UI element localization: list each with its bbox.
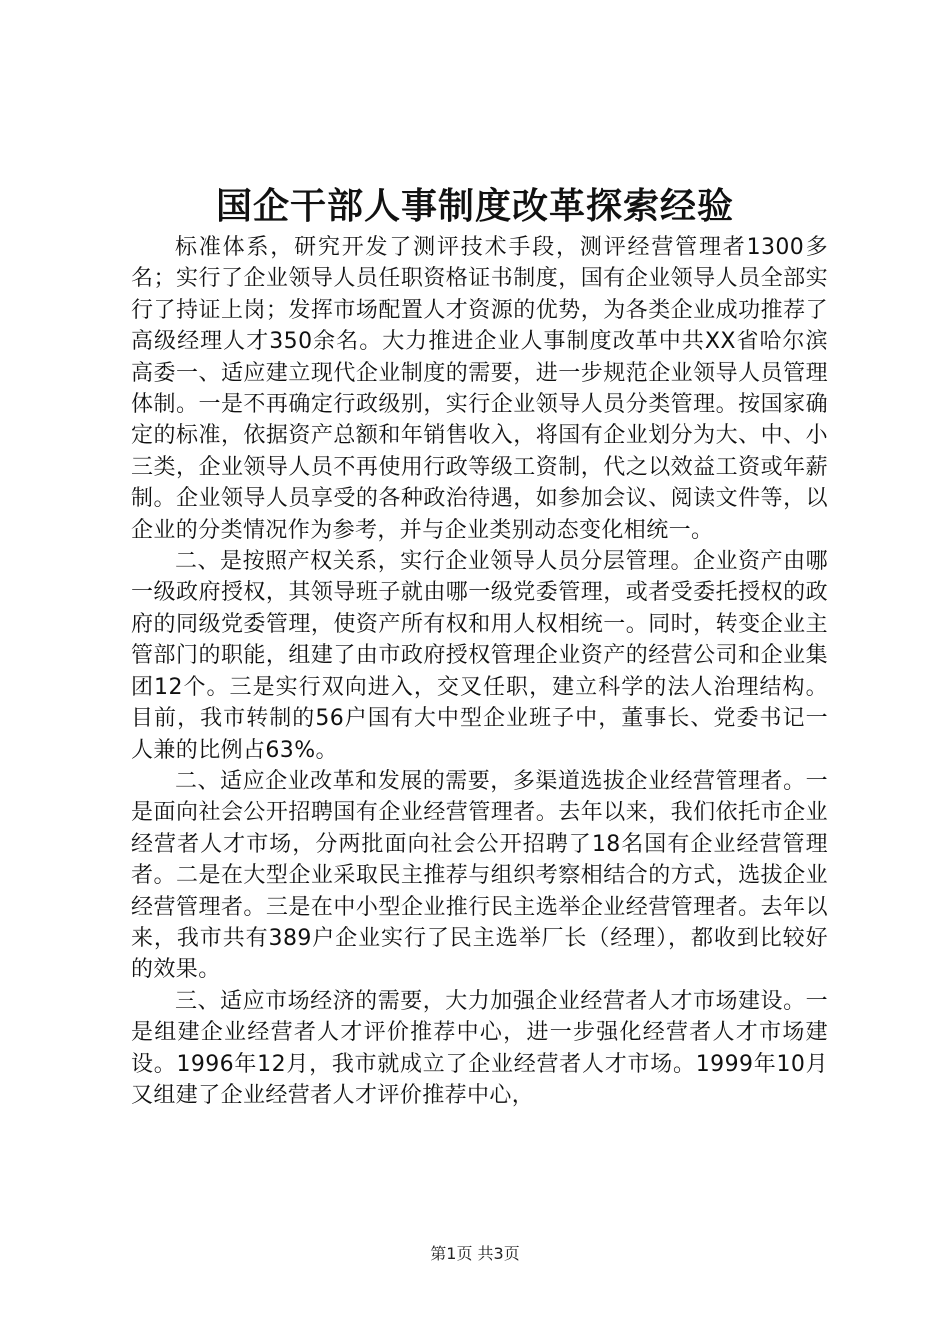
paragraph-3: 二、适应企业改革和发展的需要，多渠道选拔企业经营管理者。一是面向社会公开招聘国有企业经营管理者。去年以来，我们依托市企业经营者人才市场，分两批面向社会公开招聘了18名国有企业经营管理者。二是在大型企业采取民主推荐与组织考察相结合的方式，选拔企业经营管理者。三是在中小型企业推行民主选举企业经营管理者。去年以来，我市共有389户企业实行了民主选举厂长（经理），都收到比较好的效果。 [131,768,828,983]
paragraph-1: 标准体系，研究开发了测评技术手段，测评经营管理者1300多名；实行了企业领导人员任职资格证书制度，国有企业领导人员全部实行了持证上岗；发挥市场配置人才资源的优势，为各类企业成功推荐了高级经理人才350余名。大力推进企业人事制度改革中共XX省哈尔滨高委一、适应建立现代企业制度的需要，进一步规范企业领导人员管理体制。一是不再确定行政级别，实行企业领导人员分类管理。按国家确定的标准，依据资产总额和年销售收入，将国有企业划分为大、中、小三类，企业领导人员不再使用行政等级工资制，代之以效益工资或年薪制。企业领导人员享受的各种政治待遇，如参加会议、阅读文件等，以企业的分类情况作为参考，并与企业类别动态变化相统一。 [131,235,828,543]
page-title: 国企干部人事制度改革探索经验 [215,185,734,227]
paragraph-2: 二、是按照产权关系，实行企业领导人员分层管理。企业资产由哪一级政府授权，其领导班子就由哪一级党委管理，或者受委托授权的政府的同级党委管理，使资产所有权和用人权相统一。同时，转变企业主管部门的职能，组建了由市政府授权管理企业资产的经营公司和企业集团12个。三是实行双向进入，交叉任职，建立科学的法人治理结构。目前，我市转制的56户国有大中型企业班子中，董事长、党委书记一人兼的比例占63%。 [131,549,828,763]
paragraph-4: 三、适应市场经济的需要，大力加强企业经营者人才市场建设。一是组建企业经营者人才评价推荐中心，进一步强化经营者人才市场建设。1996年12月，我市就成立了企业经营者人才市场。1999年10月又组建了企业经营者人才评价推荐中心， [131,988,828,1108]
page-number-footer: 第1页 共3页 [430,1244,520,1263]
document-body [131,232,828,1111]
